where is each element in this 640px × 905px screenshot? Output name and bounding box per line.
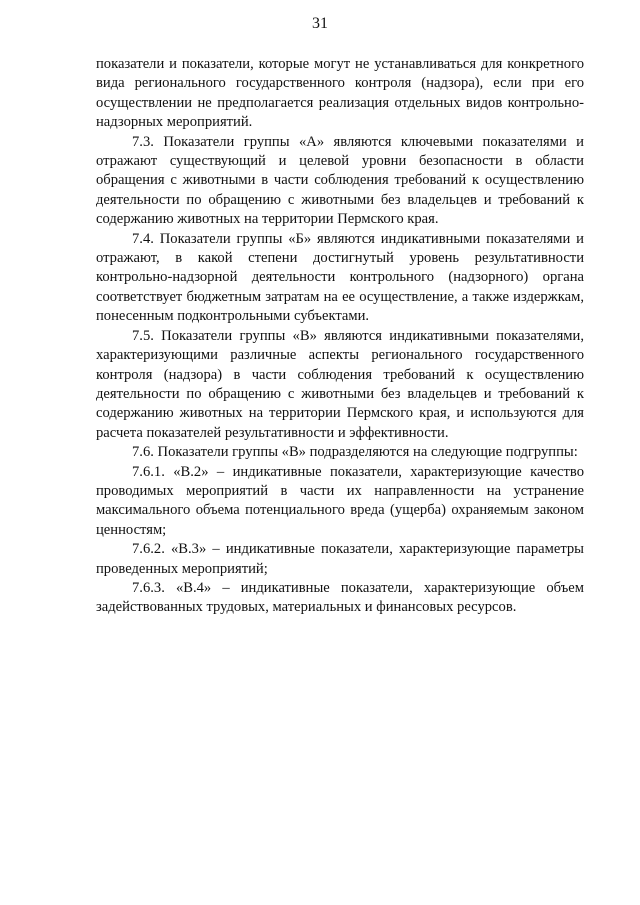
paragraph-continuation: показатели и показатели, которые могут не устанавливаться для конкретного вида регионального государственного контроля (надзора), если при его осуществлении не предполагается реализация отдельных видов контрольно-надзорных мероприятий. [96, 56, 584, 131]
paragraph-7-6-1: 7.6.1. «В.2» – индикативные показатели, характеризующие качество проводимых мероприятий в части их направленности на устранение максимального объема потенциального вреда (ущерба) охраняемым законом ценностям; [96, 463, 584, 538]
paragraph-7-6: 7.6. Показатели группы «В» подразделяются на следующие подгруппы: [132, 444, 578, 461]
document-body [96, 55, 584, 618]
paragraph-7-6-3: 7.6.3. «В.4» – индикативные показатели, характеризующие объем задействованных трудовых, материальных и финансовых ресурсов. [96, 579, 584, 616]
page-number: 31 [312, 15, 328, 32]
paragraph-7-4: 7.4. Показатели группы «Б» являются индикативными показателями и отражают, в какой степени достигнутый уровень результативности контрольно-надзорной деятельности контрольного (надзорного) органа соответствует бюджетным затратам на ее осуществление, а также издержкам, понесенным подконтрольными субъектами. [96, 230, 584, 325]
paragraph-7-5: 7.5. Показатели группы «В» являются индикативными показателями, характеризующими различные аспекты регионального государственного контроля (надзора) в части соблюдения требований к осуществлению деятельности по обращению с животными без владельцев и требований к содержанию животных на территории Пермского края, и используются для расчета показателей результативности и эффективности. [96, 327, 584, 441]
paragraph-7-3: 7.3. Показатели группы «А» являются ключевыми показателями и отражают существующий и целевой уровни безопасности в области обращения с животными в части соблюдения требований к осуществлению деятельности по обращению с животными без владельцев и требований к содержанию животных на территории Пермского края. [96, 133, 584, 228]
paragraph-7-6-2: 7.6.2. «В.3» – индикативные показатели, характеризующие параметры проведенных мероприятий; [96, 541, 584, 577]
